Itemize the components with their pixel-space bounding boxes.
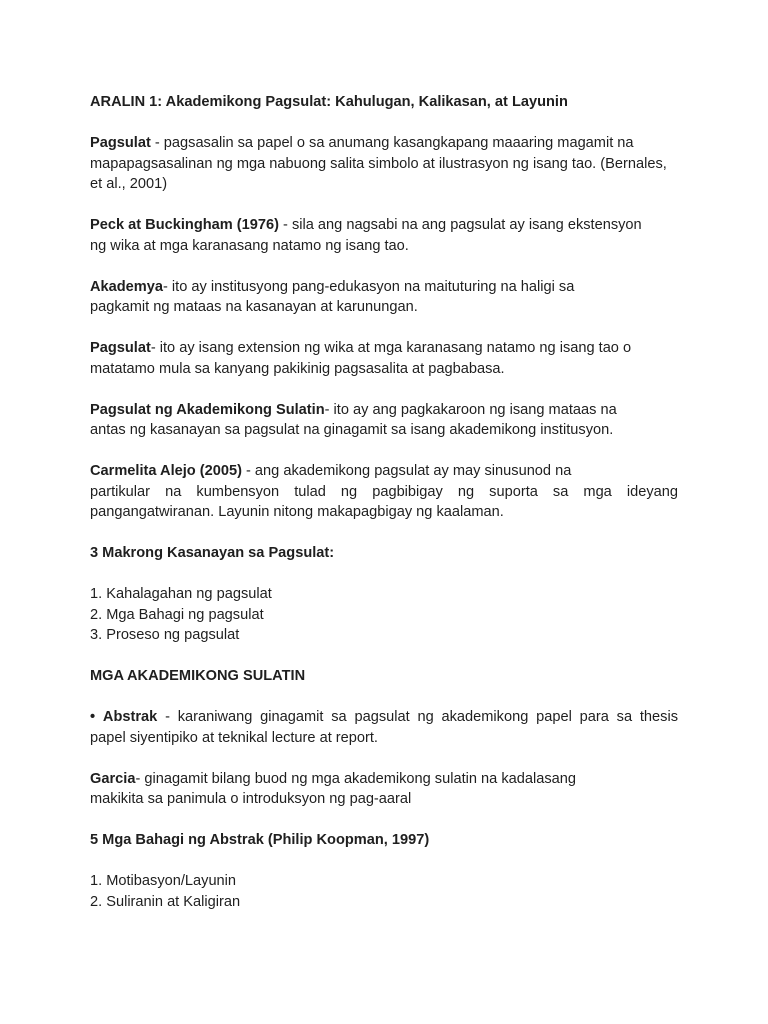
definition-text: antas ng kasanayan sa pagsulat na ginagamit sa isang akademikong institusyon. — [90, 422, 614, 438]
definition-carmelita-alejo — [90, 461, 678, 523]
definition-term: Garcia — [90, 770, 136, 787]
definition-term: Peck at Buckingham (1976) — [90, 217, 279, 233]
definition-text: - ang akademikong pagsulat ay may sinusunod na — [241, 463, 572, 479]
definition-text: mapapagsasalinan ng mga nabuong salita simbolo at ilustrasyon ng isang tao. (Bernales, — [90, 155, 667, 172]
section-heading-makro: 3 Makrong Kasanayan sa Pagsulat: — [90, 545, 335, 561]
definition-term: Akademya — [90, 278, 164, 295]
definition-garcia — [90, 769, 678, 810]
list-item: 2. Suliranin at Kaligiran — [90, 893, 241, 910]
definition-text: et al., 2001) — [90, 176, 168, 192]
definition-text: pangangatwiranan. Layunin nitong makapagbigay ng kaalaman. — [90, 504, 504, 520]
bullet-icon: • — [90, 709, 96, 725]
definition-text: - sila ang nagsabi na ang pagsulat ay isang ekstensyon — [279, 217, 642, 233]
definition-abstrak — [90, 707, 678, 748]
list-item: 3. Proseso ng pagsulat — [90, 627, 240, 643]
definition-akademya — [90, 277, 678, 318]
definition-term: Pagsulat — [90, 340, 151, 356]
definition-text: - pagsasalin sa papel o sa anumang kasangkapang maaaring magamit na — [150, 135, 634, 151]
definition-text: pagkamit ng mataas na kasanayan at karunungan. — [90, 299, 418, 315]
definition-text: makikita sa panimula o introduksyon ng pag-aaral — [90, 791, 412, 807]
list-item: 1. Motibasyon/Layunin — [90, 873, 237, 889]
section-heading-sulatin: MGA AKADEMIKONG SULATIN — [90, 668, 306, 684]
section-heading-bahagi: 5 Mga Bahagi ng Abstrak (Philip Koopman, 1997) — [90, 832, 430, 848]
definition-text: papel siyentipiko at teknikal lecture at report. — [90, 729, 378, 746]
definition-text: partikular na kumbensyon tulad ng pagbibigay ng suporta sa mga ideyang — [90, 483, 678, 500]
list-item: 1. Kahalagahan ng pagsulat — [90, 586, 272, 602]
definition-text: - ito ay isang extension ng wika at mga karanasang natamo ng isang tao o — [150, 340, 632, 356]
definition-text: - ginagamit bilang buod ng mga akademikong sulatin na kadalasang — [135, 770, 576, 787]
definition-term: Carmelita Alejo (2005) — [90, 463, 242, 479]
definition-text: - karaniwang ginagamit sa pagsulat ng akademikong papel para sa thesis — [157, 709, 678, 725]
definition-akademikong-sulatin — [90, 400, 678, 441]
definition-term: Abstrak — [102, 709, 158, 725]
definition-pagsulat-extension — [90, 338, 678, 379]
definition-text: matatamo mula sa kanyang pakikinig pagsasalita at pagbabasa. — [90, 360, 505, 377]
definition-pagsulat — [90, 133, 678, 195]
document-page — [90, 92, 678, 912]
list-item: 2. Mga Bahagi ng pagsulat — [90, 606, 264, 623]
lesson-title: ARALIN 1: Akademikong Pagsulat: Kahulugan, Kalikasan, at Layunin — [90, 94, 568, 110]
definition-text: - ito ay institusyong pang-edukasyon na maituturing na haligi sa — [163, 278, 575, 295]
definition-peck-buckingham — [90, 215, 678, 256]
definition-text: ng wika at mga karanasang natamo ng isang tao. — [90, 237, 409, 254]
definition-text: - ito ay ang pagkakaroon ng isang mataas na — [324, 401, 617, 418]
makro-list — [90, 584, 678, 646]
definition-term: Pagsulat — [90, 135, 151, 151]
definition-term: Pagsulat ng Akademikong Sulatin — [90, 401, 325, 418]
bahagi-list — [90, 871, 678, 912]
